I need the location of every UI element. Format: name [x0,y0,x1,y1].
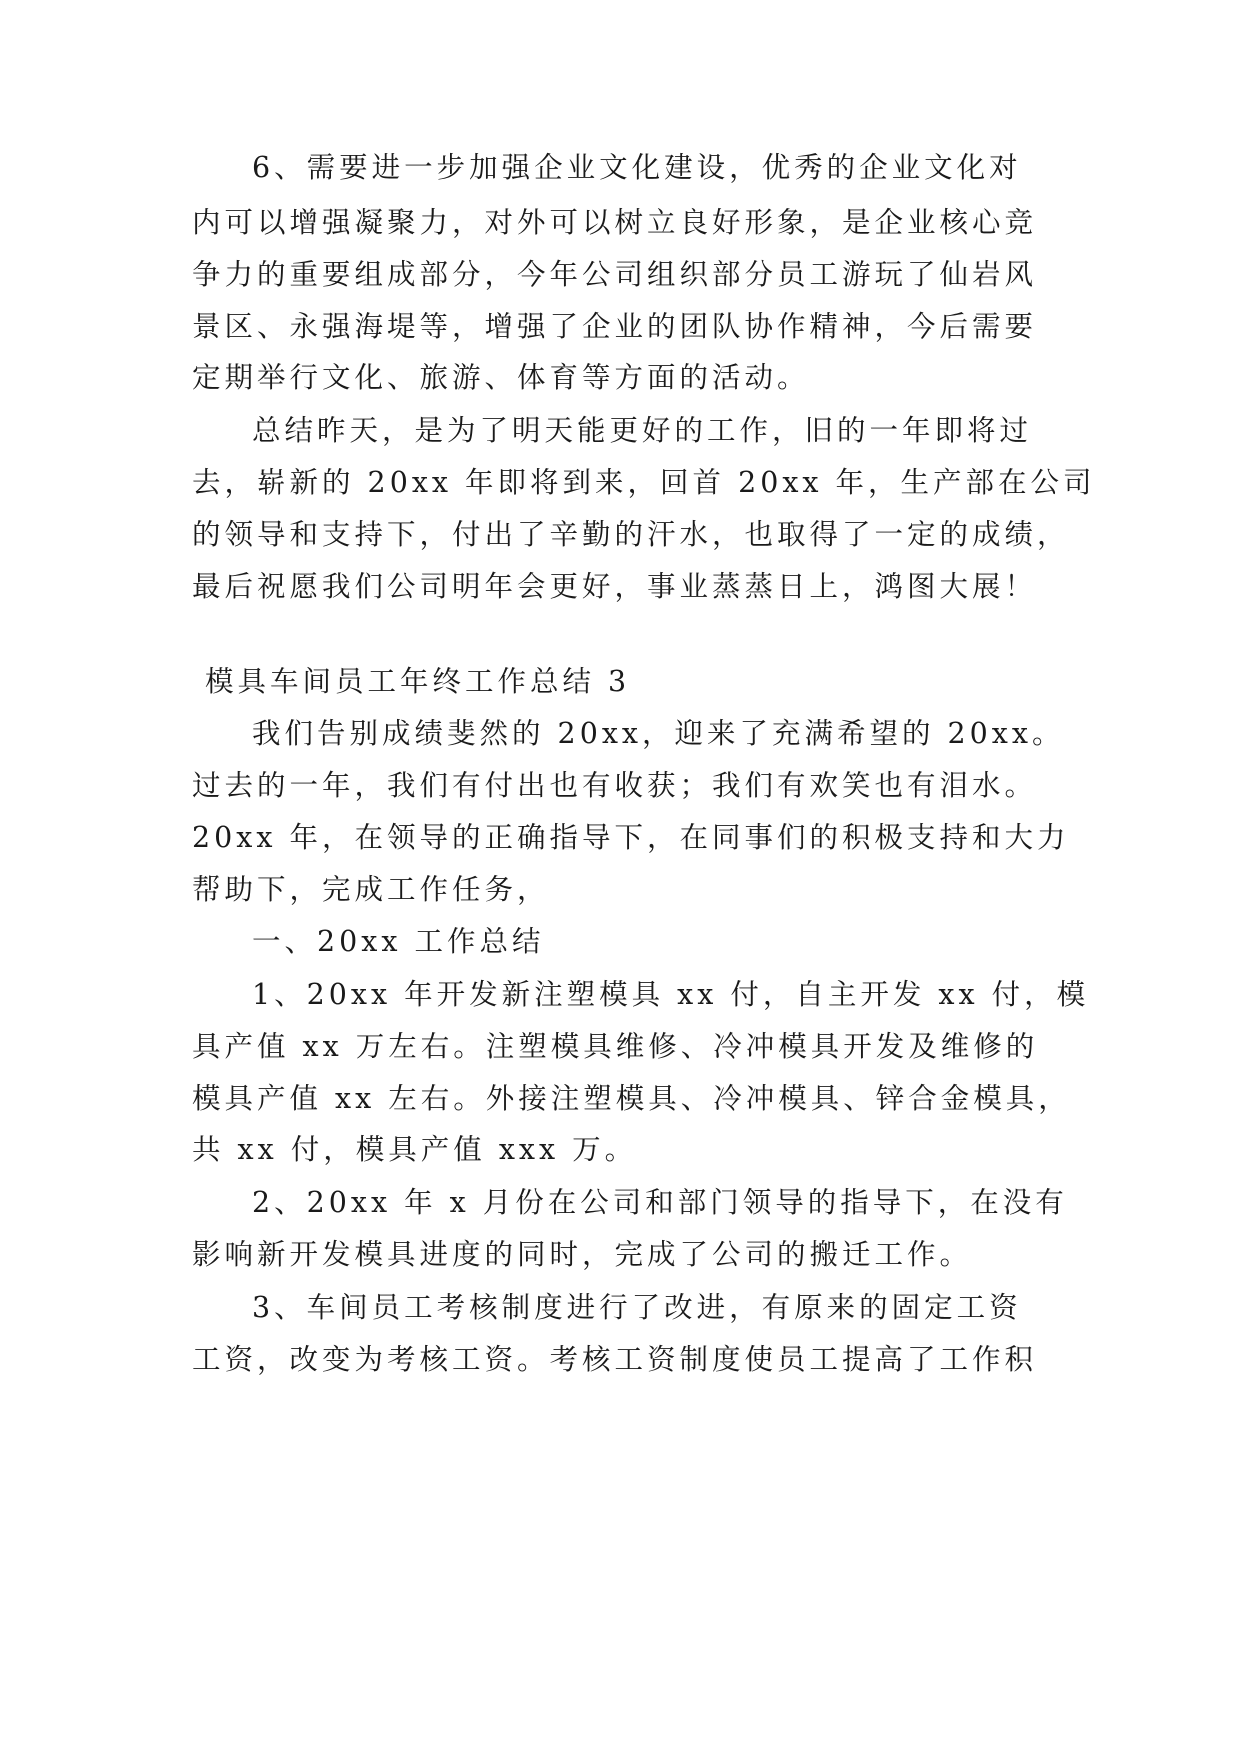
paragraph-line: 总结昨天，是为了明天能更好的工作，旧的一年即将过 [252,414,1033,447]
sub-heading: 一、20xx 工作总结 [252,925,545,958]
paragraph-line: 争力的重要组成部分，今年公司组织部分员工游玩了仙岩风 [192,258,1038,291]
paragraph-line: 我们告别成绩斐然的 20xx，迎来了充满希望的 20xx。 [252,717,1065,750]
paragraph-line: 20xx 年，在领导的正确指导下，在同事们的积极支持和大力 [192,821,1070,854]
paragraph-line: 景区、永强海堤等，增强了企业的团队协作精神，今后需要 [192,310,1038,343]
paragraph-line: 最后祝愿我们公司明年会更好，事业蒸蒸日上，鸿图大展！ [192,570,1038,603]
paragraph-line: 内可以增强凝聚力，对外可以树立良好形象，是企业核心竞 [192,206,1038,239]
paragraph-line: 1、20xx 年开发新注塑模具 xx 付，自主开发 xx 付，模 [252,978,1090,1011]
paragraph-line: 6、需要进一步加强企业文化建设，优秀的企业文化对 [252,151,1022,184]
paragraph-line: 影响新开发模具进度的同时，完成了公司的搬迁工作。 [192,1238,973,1271]
paragraph-line: 过去的一年，我们有付出也有收获；我们有欢笑也有泪水。 [192,769,1038,802]
paragraph-line: 定期举行文化、旅游、体育等方面的活动。 [192,361,810,394]
paragraph-line: 去，崭新的 20xx 年即将到来，回首 20xx 年，生产部在公司 [192,466,1096,499]
paragraph-line: 帮助下，完成工作任务， [192,873,550,906]
paragraph-line: 共 xx 付，模具产值 xxx 万。 [192,1133,638,1166]
paragraph-line: 2、20xx 年 x 月份在公司和部门领导的指导下，在没有 [252,1186,1068,1219]
paragraph-line: 工资，改变为考核工资。考核工资制度使员工提高了工作积 [192,1343,1038,1376]
paragraph-line: 具产值 xx 万左右。注塑模具维修、冷冲模具开发及维修的 [192,1030,1039,1063]
paragraph-line: 3、车间员工考核制度进行了改进，有原来的固定工资 [252,1291,1022,1324]
section-title: 模具车间员工年终工作总结 3 [205,665,631,698]
paragraph-line: 的领导和支持下，付出了辛勤的汗水，也取得了一定的成绩， [192,518,1070,551]
paragraph-line: 模具产值 xx 左右。外接注塑模具、冷冲模具、锌合金模具， [192,1082,1071,1115]
